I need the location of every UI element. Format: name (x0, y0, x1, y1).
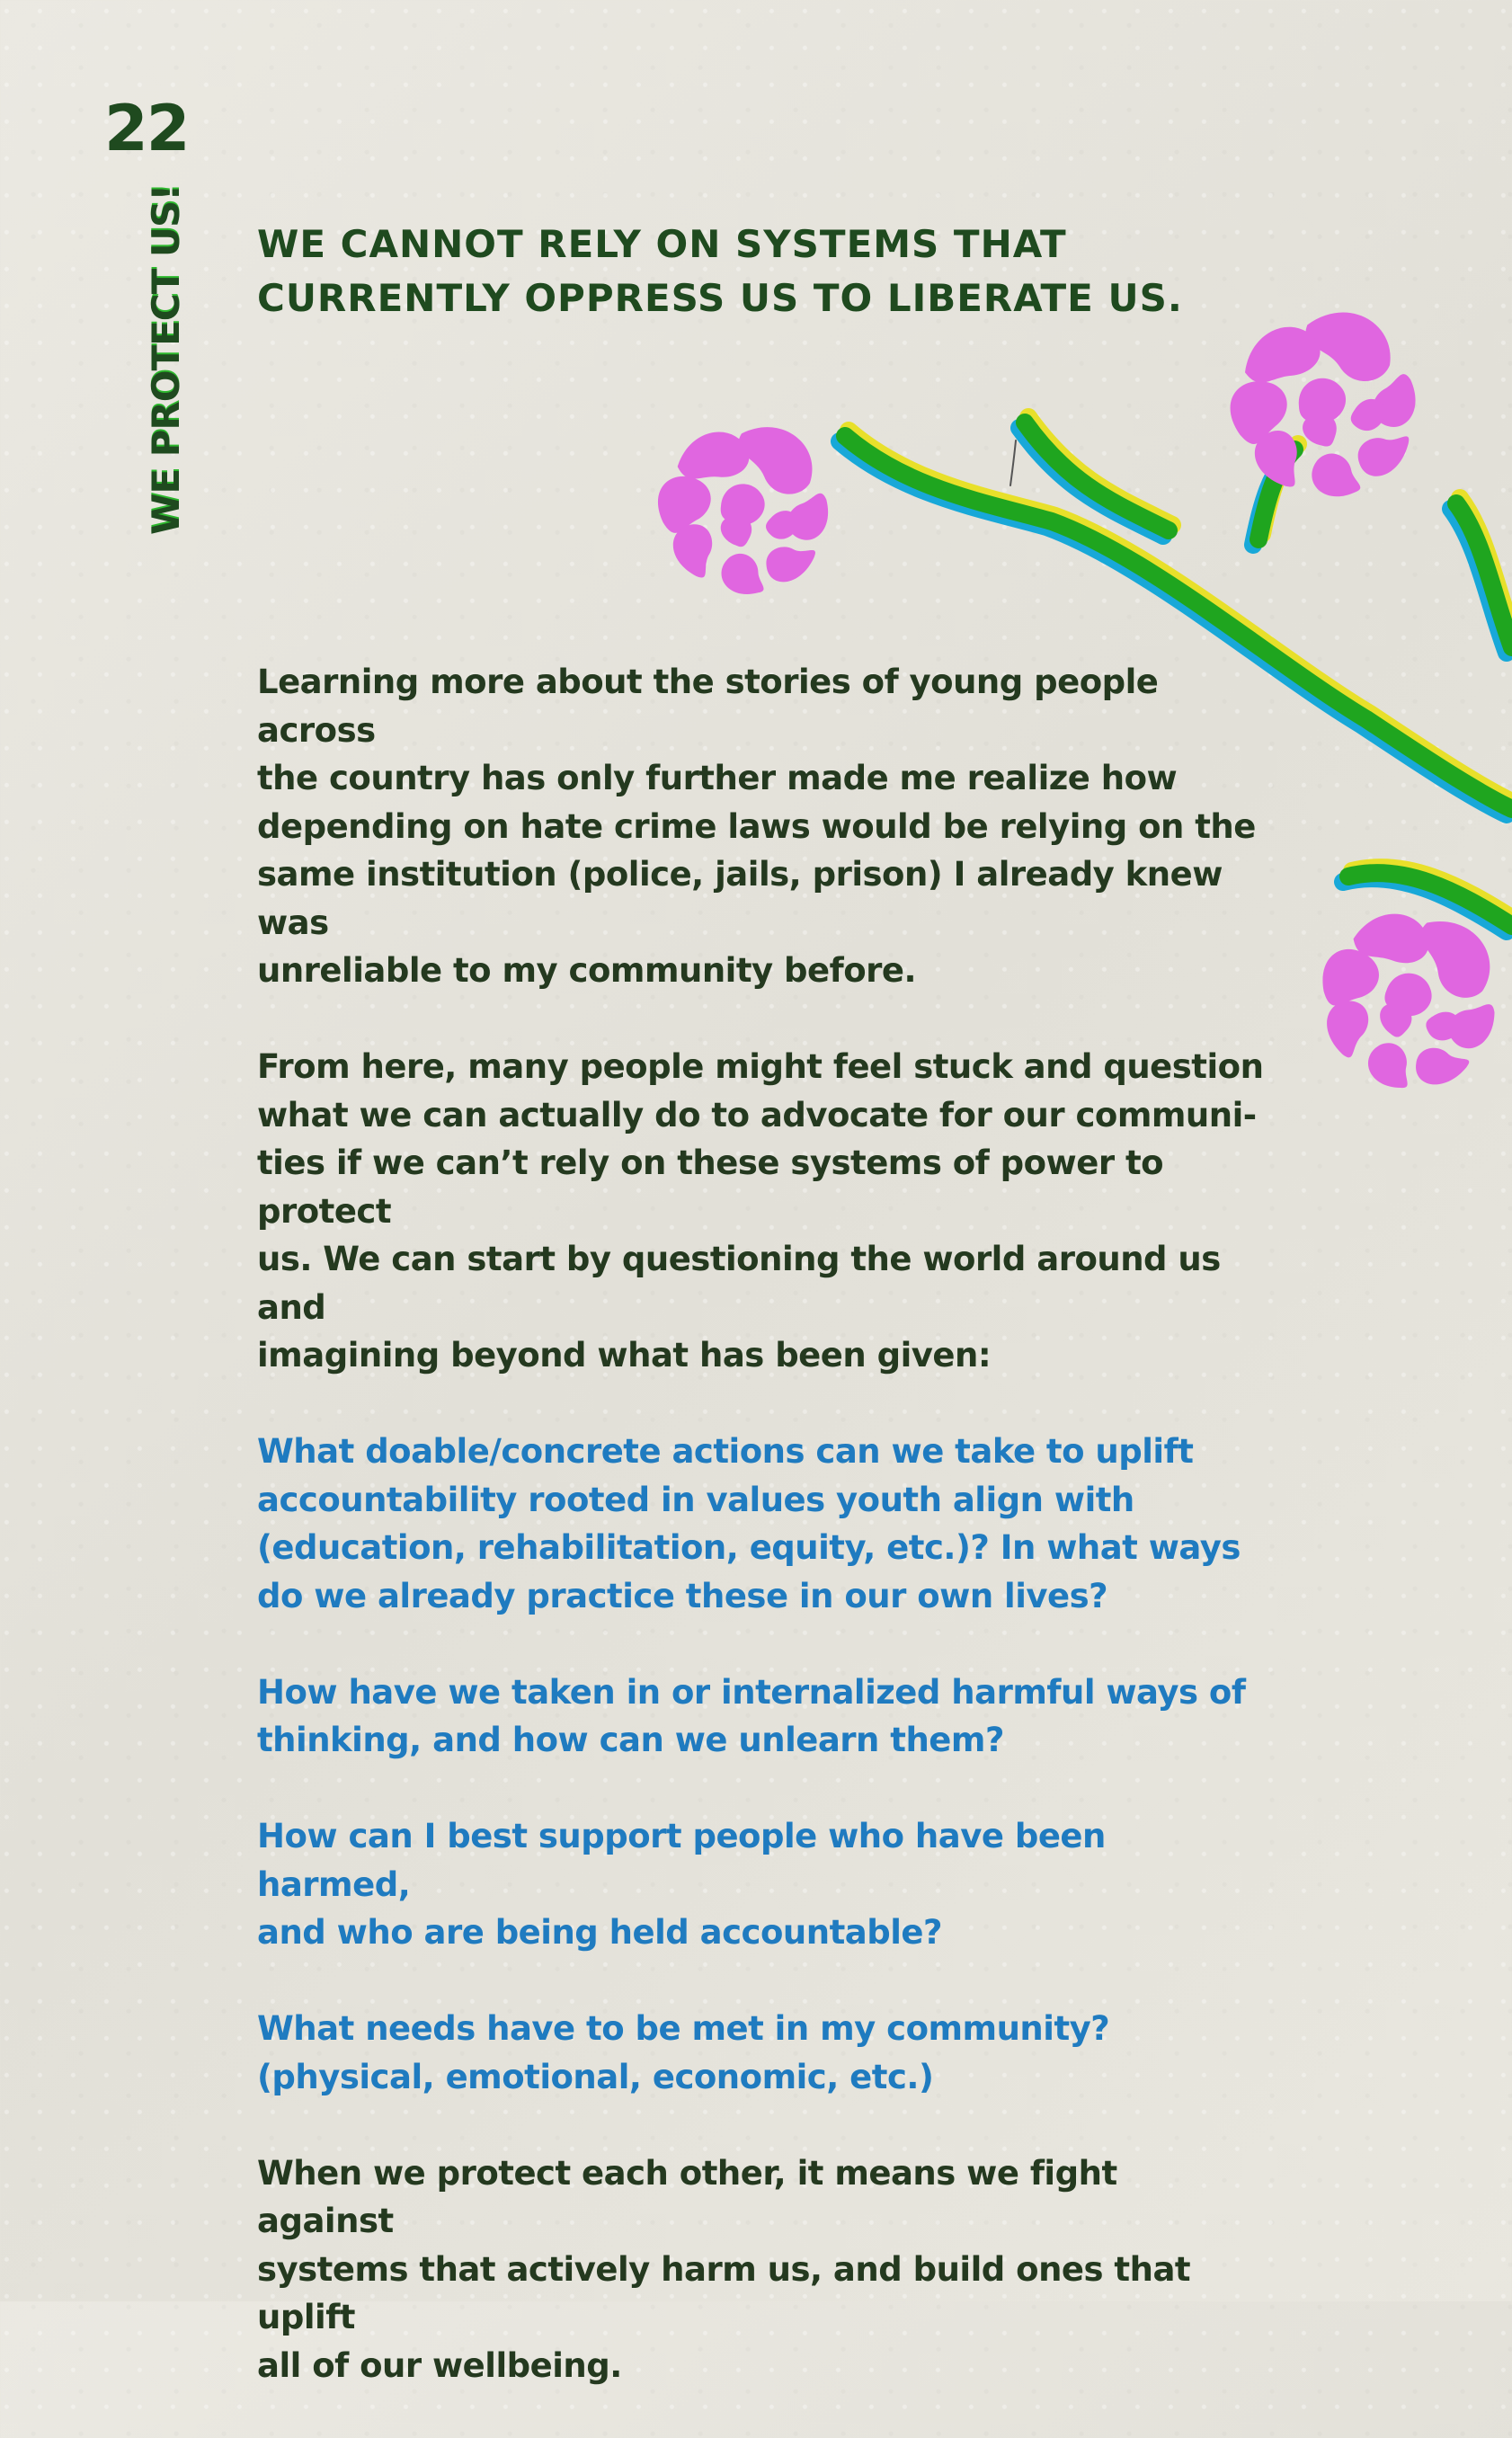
text-line: (physical, emotional, economic, etc.) (257, 2057, 934, 2096)
text-line: How have we taken in or internalized harmful ways of (257, 1672, 1246, 1712)
paragraph (257, 658, 1264, 995)
paragraph (257, 2149, 1264, 2390)
question-paragraph (257, 2005, 1264, 2101)
text-line: thinking, and how can we unlearn them? (257, 1721, 1004, 1759)
text-line: all of our wellbeing. (257, 2345, 622, 2385)
flower-icon (1216, 302, 1430, 513)
text-line: How can I best support people who have been harmed, (257, 1817, 1106, 1904)
question-paragraph (257, 1428, 1264, 1620)
headline-line: CURRENTLY OPPRESS US TO LIBERATE US. (257, 276, 1183, 320)
paragraph (257, 1043, 1264, 1380)
question-paragraph (257, 1668, 1264, 1765)
text-line: When we protect each other, it means we fight against (257, 2153, 1117, 2240)
page-number: 22 (104, 92, 189, 165)
text-line: us. We can start by questioning the world around us and (257, 1240, 1221, 1327)
text-line: do we already practice these in our own lives? (257, 1576, 1108, 1615)
headline-line: WE CANNOT RELY ON SYSTEMS THAT (257, 222, 1067, 266)
text-line: unreliable to my community before. (257, 951, 917, 990)
text-line: and who are being held accountable? (257, 1913, 942, 1952)
text-line: accountability rooted in values youth align with (257, 1480, 1134, 1519)
text-line: From here, many people might feel stuck and question (257, 1047, 1264, 1086)
text-line: what we can actually do to advocate for our communi- (257, 1095, 1257, 1134)
text-line: systems that actively harm us, and build ones that uplift (257, 2249, 1191, 2336)
flower-icon (658, 427, 828, 594)
text-line: (education, rehabilitation, equity, etc.)? In what ways (257, 1528, 1241, 1567)
text-line: the country has only further made me realize how (257, 759, 1178, 797)
question-paragraph (257, 1812, 1264, 1957)
page-headline (257, 218, 1291, 325)
text-line: depending on hate crime laws would be relying on the (257, 806, 1256, 846)
text-line: imagining beyond what has been given: (257, 1336, 992, 1375)
text-line: What needs have to be met in my community? (257, 2009, 1110, 2048)
running-title: WE PROTECT US! (144, 184, 188, 535)
text-line: ties if we can’t rely on these systems of power to protect (257, 1143, 1164, 1231)
text-line: same institution (police, jails, prison) I already knew was (257, 855, 1223, 942)
text-line: What doable/concrete actions can we take to uplift (257, 1432, 1194, 1471)
text-line: Learning more about the stories of young people across (257, 663, 1159, 750)
body-text (257, 658, 1264, 2438)
flower-icon (1299, 894, 1512, 1108)
